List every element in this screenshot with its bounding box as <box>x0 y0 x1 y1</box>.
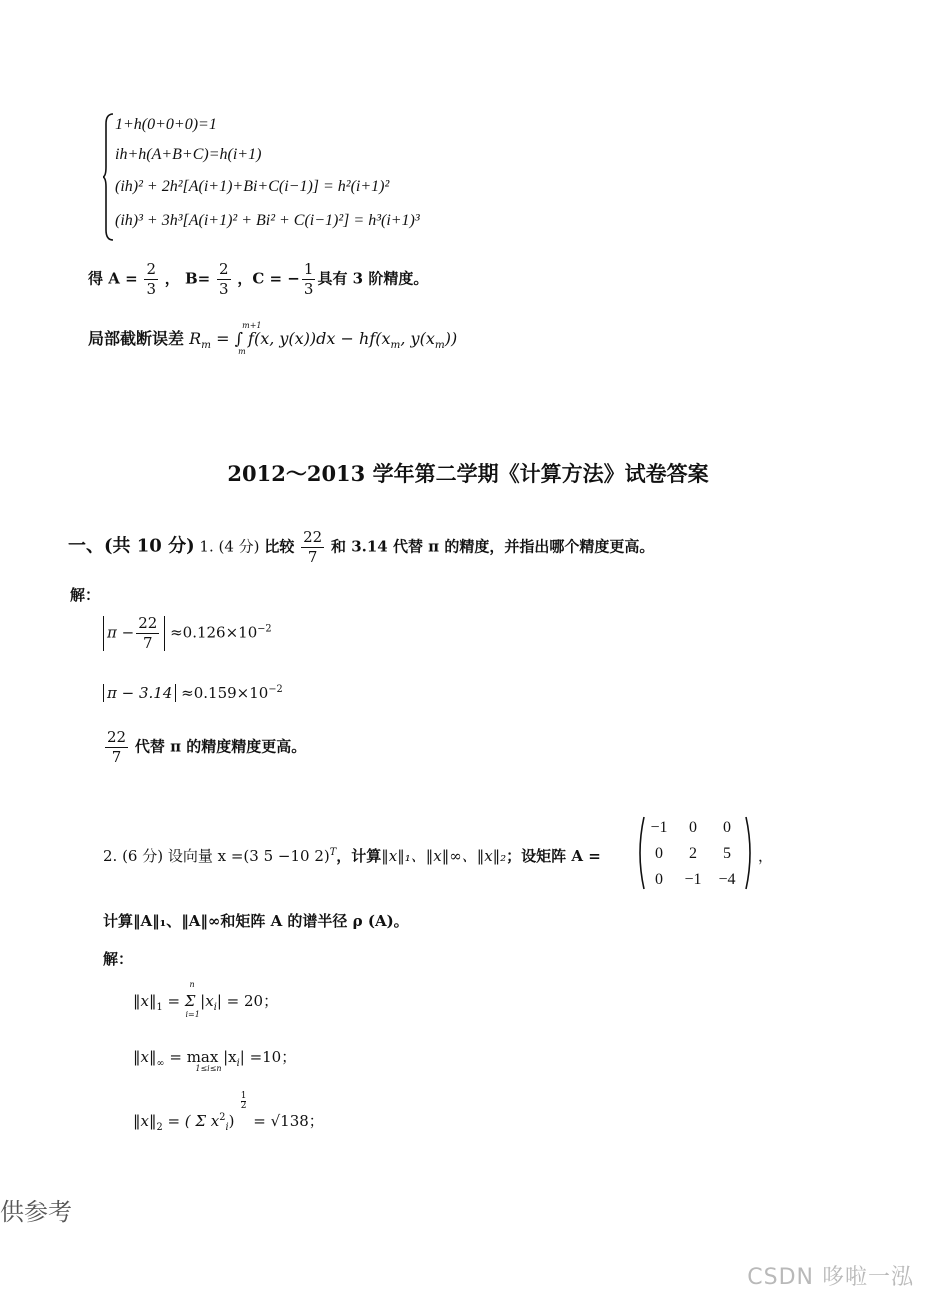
matrix-cell: 0 <box>689 819 697 836</box>
truncation-formula: = ∫ f(x, y(x))dx − hf(x <box>216 329 391 348</box>
exp-num: 1 <box>240 1091 247 1101</box>
c-fraction <box>302 262 316 297</box>
q2-intro-sup: T <box>329 847 337 858</box>
csdn-watermark: CSDN 哆啦一泓 <box>747 1265 914 1290</box>
norm-1-rhs: = Σ |x <box>167 992 214 1010</box>
c-label: ，C = − <box>237 269 300 288</box>
q2-solution-label: 解： <box>103 950 134 968</box>
matrix-cell: 5 <box>723 845 731 862</box>
q1-text-b: 和 3.14 代替 π 的精度，并指出哪个精度更高。 <box>330 537 655 556</box>
q1-line-2 <box>103 684 283 702</box>
b-num: 2 <box>219 260 229 278</box>
max-lower: 1≤i≤n <box>195 1064 222 1073</box>
norm-inf-lhs: ‖x‖ <box>133 1048 157 1066</box>
b-den: 3 <box>219 280 229 298</box>
q2-norms: ‖x‖₁、‖x‖∞、‖x‖₂ <box>381 847 507 865</box>
q2-line-2: 计算‖A‖₁、‖A‖∞和矩阵 A 的谱半径 ρ (A)。 <box>103 912 409 930</box>
a-den: 3 <box>146 280 156 298</box>
matrix-cell: −4 <box>718 871 736 888</box>
norm-inf-rhs-end: | =10； <box>239 1048 297 1066</box>
norm-2-lhs: ‖x‖ <box>133 1112 157 1130</box>
c-den: 3 <box>303 280 314 298</box>
q1-line1-exp: −2 <box>257 623 272 635</box>
q1-line1-den: 7 <box>142 634 153 652</box>
q1-line1-fraction <box>136 616 159 651</box>
truncation-sub: m <box>201 339 212 352</box>
matrix-cell: −1 <box>684 871 702 888</box>
norm-2-result: = √138； <box>253 1112 324 1130</box>
truncation-label: 局部截断误差 <box>88 329 185 348</box>
c-num: 1 <box>303 260 314 278</box>
matrix-cell: 2 <box>689 845 697 862</box>
truncation-error <box>88 321 458 356</box>
q1-line1-value: ≈0.126×10 <box>170 623 258 642</box>
question-2 <box>103 845 601 866</box>
system-line-2: ih+h(A+B+C)=h(i+1) <box>115 146 262 163</box>
question-1 <box>68 530 654 565</box>
norm-2-line <box>133 1091 324 1133</box>
exp-den: 2 <box>240 1101 247 1111</box>
norm-1-rhs-end: | = 20； <box>216 992 279 1010</box>
matrix-cell: 0 <box>723 819 731 836</box>
b-label: ， B= <box>164 269 211 288</box>
q1-number: 1. <box>199 537 214 556</box>
q1-points: (4 分) <box>218 537 260 556</box>
norm-1-line <box>133 980 279 1019</box>
norm-2-rhs-end: ) <box>228 1112 235 1130</box>
q1-solution-label: 解： <box>70 586 101 604</box>
system-line-3: (ih)² + 2h²[A(i+1)+Bi+C(i−1)] = h²(i+1)² <box>115 178 390 195</box>
sum-lower: i=1 <box>185 1010 200 1019</box>
matrix-a <box>636 815 754 891</box>
coefficients-result <box>88 262 428 297</box>
norm-inf-rhs: = max |x <box>169 1048 237 1066</box>
q1-frac-den: 7 <box>307 548 318 566</box>
system-line-4: (ih)³ + 3h³[A(i+1)² + Bi² + C(i−1)²] = h³(i+1)³ <box>115 212 420 229</box>
q1-concl-num: 22 <box>107 728 127 746</box>
page-title: 2012～2013 学年第二学期《计算方法》试卷答案 <box>227 461 709 486</box>
matrix-cell: −1 <box>650 819 668 836</box>
truncation-symbol: R <box>189 329 202 348</box>
q1-concl-den: 7 <box>111 748 122 766</box>
norm-inf-sub: ∞ <box>156 1058 165 1069</box>
norm-1-sub: 1 <box>156 1002 163 1013</box>
q1-section: 一、(共 10 分) <box>68 535 195 557</box>
norm-2-exponent <box>241 1092 247 1111</box>
result-suffix: 具有 3 阶精度。 <box>317 269 429 288</box>
a-num: 2 <box>146 260 156 278</box>
sum-upper: n <box>189 980 195 989</box>
q1-text-a: 比较 <box>264 537 295 556</box>
integral-lower: m <box>238 347 246 356</box>
q1-line1-num: 22 <box>138 614 158 632</box>
truncation-formula-2: , y(x <box>400 329 435 348</box>
norm-2-rhs-sup: 2 <box>219 1112 226 1123</box>
q1-conclusion <box>103 730 306 765</box>
q1-frac-num: 22 <box>303 528 323 546</box>
q1-line-1 <box>103 616 272 651</box>
q2-intro-c: ；设矩阵 A = <box>506 847 601 865</box>
norm-inf-line <box>133 1046 297 1073</box>
left-brace-icon <box>103 112 115 242</box>
q1-line2-exp: −2 <box>268 684 283 695</box>
footer-note: 供参考 <box>0 1198 72 1226</box>
norm-2-sub: 2 <box>156 1122 163 1133</box>
norm-1-lhs: ‖x‖ <box>133 992 157 1010</box>
norm-2-rhs: = ( Σ x <box>167 1112 220 1130</box>
equation-system <box>103 112 523 242</box>
result-prefix: 得 A = <box>88 269 138 288</box>
matrix-cell: 0 <box>655 845 663 862</box>
q1-conclusion-fraction <box>105 730 128 765</box>
q2-intro: 2. (6 分) 设向量 x =(3 5 −10 2) <box>103 847 330 865</box>
truncation-formula-sub-2: m <box>434 339 445 352</box>
q1-line2-value: ≈0.159×10 <box>181 684 269 702</box>
matrix-cell: 0 <box>655 871 663 888</box>
norm-1-rhs-sub: i <box>213 1002 217 1013</box>
system-line-1: 1+h(0+0+0)=1 <box>115 116 217 133</box>
q1-fraction <box>301 530 324 565</box>
truncation-formula-3: )) <box>444 329 458 348</box>
norm-inf-rhs-sub: i <box>236 1058 240 1069</box>
q1-conclusion-text: 代替 π 的精度精度更高。 <box>134 737 307 756</box>
integral-upper: m+1 <box>242 321 262 330</box>
truncation-formula-sub: m <box>390 339 401 352</box>
q1-line1-pre: π − <box>107 623 135 642</box>
q2-intro-b: ，计算 <box>336 847 382 865</box>
a-fraction <box>144 262 158 297</box>
norm-2-rhs-sub: i <box>225 1122 229 1133</box>
b-fraction <box>217 262 231 297</box>
q2-after-matrix: ， <box>758 847 774 865</box>
q1-line2-expr: π − 3.14 <box>103 684 176 702</box>
